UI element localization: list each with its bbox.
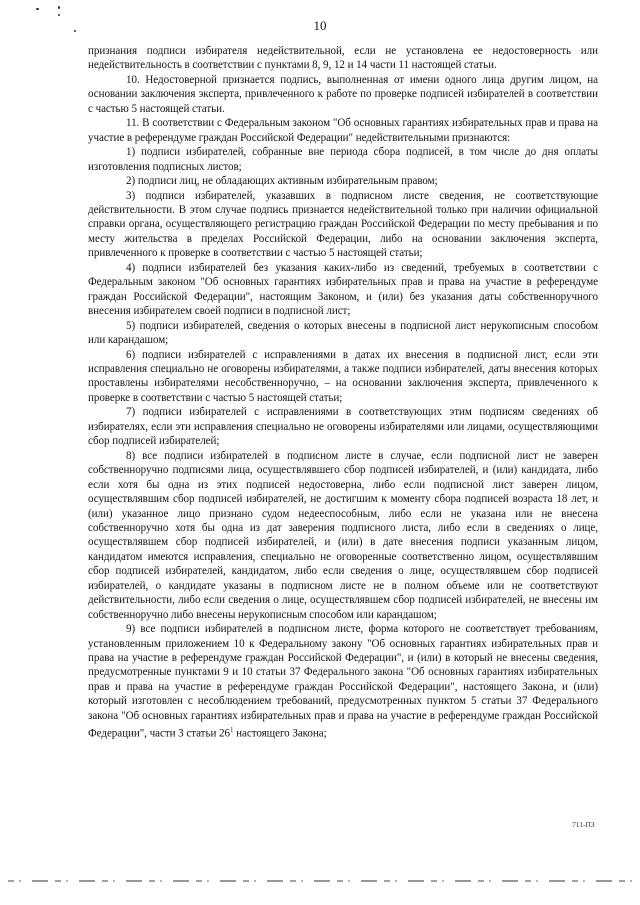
paragraph-item-5: 5) подписи избирателей, сведения о которых внесены в подписной лист нерукописным способом или карандашом; — [88, 319, 598, 347]
paragraph-clause-11: 11. В соответствии с Федеральным законом "Об основных гарантиях избирательных прав и права на участие в референдуме граждан Российской Федерации" недействительными признаются: — [88, 117, 598, 144]
paragraph-item-7: 7) подписи избирателей с исправлениями в соответствующих этим подписям сведениях об избирателях, если эти исправления специально не оговорены избирателями или лицами, осуществляющими сбор подписей избирателей; — [88, 406, 598, 448]
scan-speck — [58, 14, 60, 16]
paragraph-item-1: 1) подписи избирателей, собранные вне периода сбора подписей, в том числе до дня оплаты изготовления подписных листов; — [88, 146, 598, 173]
paragraph-item-6: 6) подписи избирателей с исправлениями в датах их внесения в подписной лист, если эти исправления специально не оговорены избирателями, а также подписи избирателей, даты внесения которых проставлены избирателями несобственноручно, – на основании заключения эксперта, привлеченного к проверке в соответствии с частью 5 настоящей статьи; — [88, 348, 598, 404]
document-code: 711-ПЗ — [572, 820, 595, 829]
paragraph-item-8: 8) все подписи избирателей в подписном листе в случае, если подписной лист не заверен собственноручно подписями лица, осуществлявшего сбор подписей избирателей, и (или) кандидата, либо если хотя бы одна из этих подписей недостоверна, либо если подписной лист заверен лицом, осуществлявшим сбор подписей избирателей, не достигшим к моменту сбора подписей возраста 18 лет, и (или) указанное лицо признано судом недееспособным, либо если не указана или не внесена собственноручно хотя бы одна из дат заверения подписного листа, либо если в сведениях о лице, осуществлявшем сбор подписей избирателей, и (или) в дате внесения подписи указанным лицом, кандидатом имеются исправления, специально не оговоренные соответственно лицом, осуществлявшим сбор подписей избирателей, кандидатом, либо если сведения о лице, осуществлявшем сбор подписей избирателей, о кандидате указаны в подписном листе не в полном объеме или не соответствуют действительности, либо если сведения о лице, осуществлявшем сбор подписей избирателей, не внесены им собственноручно либо внесены нерукописным способом или карандашом; — [88, 449, 598, 621]
article-superscript: 1 — [229, 726, 234, 735]
paragraph-item-9-text: 9) все подписи избирателей в подписном листе, форма которого не соответствует требованиям, установленным приложением 10 к Федеральному закону "Об основных гарантиях избирательных прав и права на участие в референдуме граждан Российской Федерации", и (или) в который не внесены сведения, предусмотренные пунктами 9 и 10 статьи 37 Федерального закона "Об основных гарантиях избирательных прав и права на участие в референдуме граждан Российской Федерации", настоящего Закона, и (или) который изготовлен с несоблюдением требований, предусмотренных пунктом 5 статьи 37 Федерального закона "Об основных гарантиях избирательных прав и права на участие в референдуме граждан Российской Федерации", части 3 статьи 26 — [88, 623, 598, 740]
paragraph-item-9 — [88, 622, 598, 741]
page-number: 10 — [313, 18, 327, 33]
scan-edge-noise — [8, 880, 632, 882]
paragraph-clause-10: 10. Недостоверной признается подпись, выполненная от имени одного лица другим лицом, на основании заключения эксперта, привлеченного к работе по проверке подписей избирателей в соответствии с частью 5 настоящей статьи. — [88, 73, 598, 115]
paragraph-continuation: признания подписи избирателя недействительной, если не установлена ее недостоверность или недействительность в соответствии с пунктами 8, 9, 12 и 14 части 11 настоящей статьи. — [88, 45, 598, 72]
paragraph-item-4: 4) подписи избирателей без указания каких-либо из сведений, требуемых в соответствии с Федеральным законом "Об основных гарантиях избирательных прав и права на участие в референдуме граждан Российской Федерации", настоящим Законом, и (или) без указания даты собственноручного внесения избирателем своей подписи в подписной лист; — [88, 261, 598, 318]
scan-speck — [58, 6, 60, 9]
paragraph-item-2: 2) подписи лиц, не обладающих активным избирательным правом; — [126, 175, 438, 188]
paragraph-item-9-tail: настоящего Закона; — [233, 727, 327, 740]
document-body — [88, 44, 598, 741]
paragraph-item-3: 3) подписи избирателей, указавших в подписном листе сведения, не соответствующие действительности. В этом случае подпись признается недействительной только при наличии официальной справки органа, осуществляющего регистрацию граждан Российской Федерации по месту пребывания и по месту жительства в пределах Российской Федерации, либо на основании заключения эксперта, привлеченного к проверке в соответствии с частью 5 настоящей статьи; — [88, 189, 598, 260]
scan-speck — [36, 8, 39, 10]
